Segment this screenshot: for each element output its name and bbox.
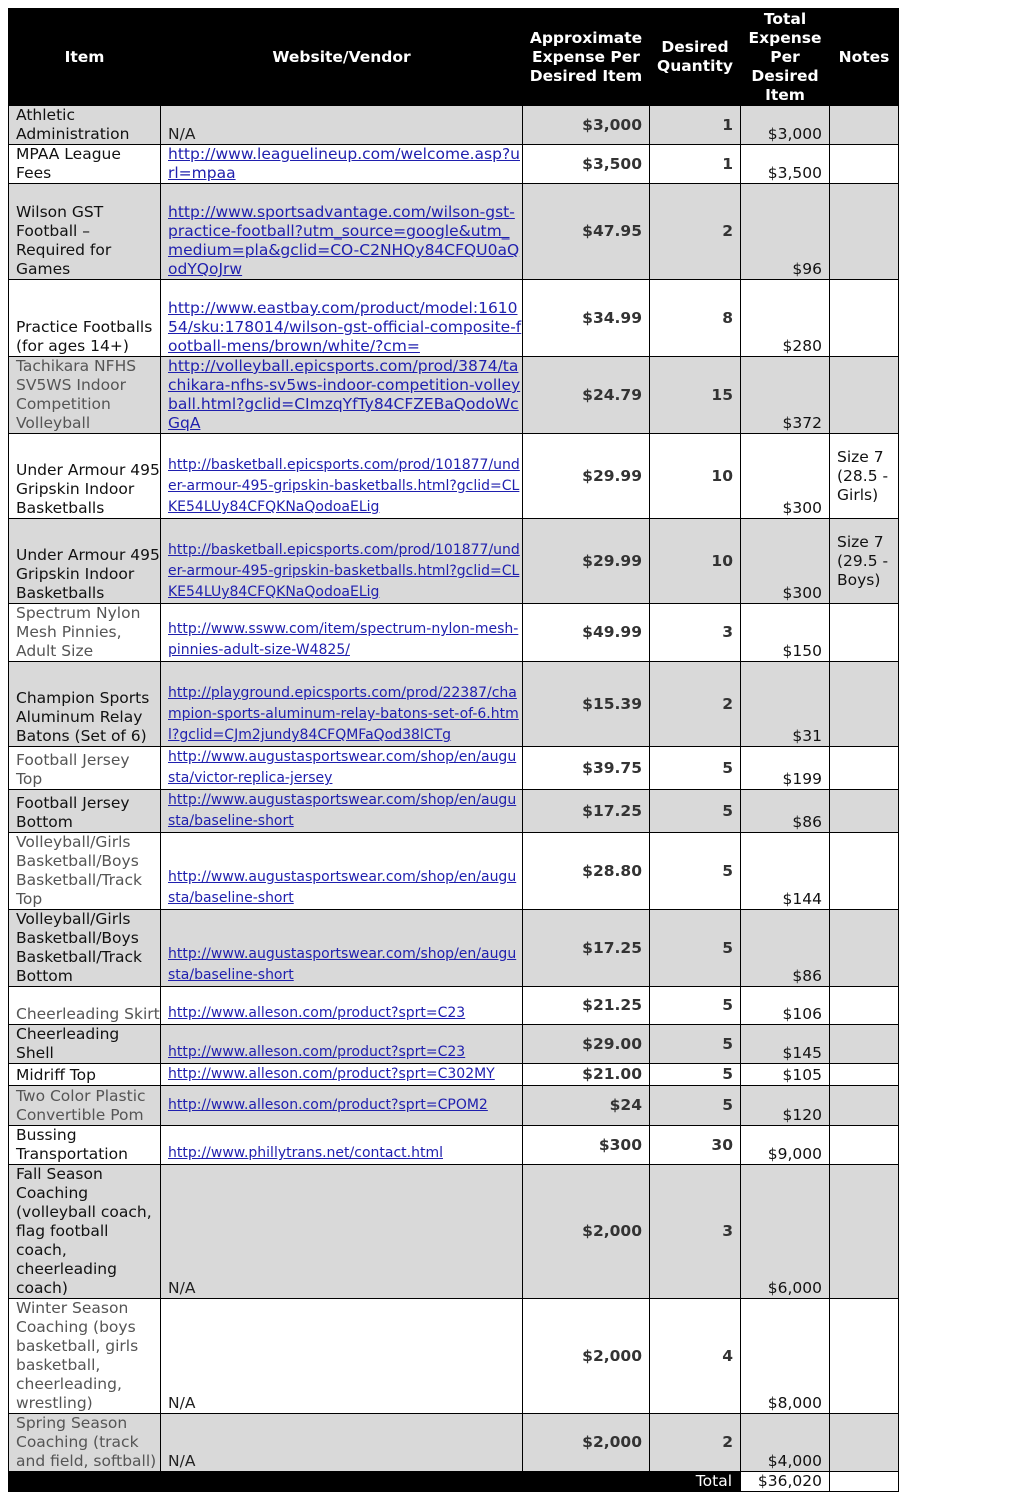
table-row (9, 790, 899, 833)
total-cell: $9,000 (741, 1126, 830, 1165)
table-row (9, 280, 899, 357)
total-cell: $105 (741, 1064, 830, 1086)
header-quantity: Desired Quantity (650, 9, 741, 106)
quantity-cell: 5 (650, 1086, 741, 1126)
total-cell: $144 (741, 833, 830, 910)
vendor-link[interactable]: http://www.alleson.com/product?sprt=C23 (168, 1005, 466, 1021)
item-cell: Wilson GST Football – Required for Games (9, 184, 161, 280)
vendor-link[interactable]: http://playground.epicsports.com/prod/22387/champion-sports-aluminum-relay-batons-set-of-6.html?gclid=CJm2jundy84CFQMFaQod38lCTg (168, 685, 519, 743)
vendor-link[interactable]: http://www.augustasportswear.com/shop/en/augusta/baseline-short (168, 792, 517, 829)
vendor-link[interactable]: http://www.leaguelineup.com/welcome.asp?url=mpaa (168, 145, 520, 182)
vendor-link[interactable]: http://www.augustasportswear.com/shop/en/augusta/baseline-short (168, 869, 517, 906)
price-cell: $15.39 (523, 662, 650, 747)
notes-cell (830, 1299, 899, 1414)
item-cell: Cheerleading Skirt (9, 987, 161, 1025)
price-cell: $300 (523, 1126, 650, 1165)
item-cell: Football Jersey Top (9, 747, 161, 790)
vendor-cell (161, 1299, 523, 1414)
price-cell: $49.99 (523, 604, 650, 662)
vendor-cell (161, 434, 523, 519)
table-row (9, 1064, 899, 1086)
vendor-cell (161, 1165, 523, 1299)
quantity-cell: 5 (650, 910, 741, 987)
price-cell: $2,000 (523, 1414, 650, 1472)
vendor-link[interactable]: http://www.alleson.com/product?sprt=CPOM2 (168, 1097, 488, 1113)
header-expense: Approximate Expense Per Desired Item (523, 9, 650, 106)
vendor-cell (161, 1025, 523, 1064)
vendor-link[interactable]: http://www.alleson.com/product?sprt=C302MY (168, 1066, 495, 1082)
price-cell: $29.99 (523, 519, 650, 604)
item-cell: Athletic Administration (9, 106, 161, 145)
total-cell: $86 (741, 910, 830, 987)
quantity-cell: 5 (650, 833, 741, 910)
vendor-cell (161, 280, 523, 357)
notes-cell (830, 910, 899, 987)
table-row (9, 434, 899, 519)
table-row (9, 833, 899, 910)
vendor-cell (161, 1064, 523, 1086)
vendor-text: N/A (168, 1279, 196, 1297)
table-row (9, 910, 899, 987)
notes-cell (830, 604, 899, 662)
item-cell: Champion Sports Aluminum Relay Batons (Set of 6) (9, 662, 161, 747)
header-item: Item (9, 9, 161, 106)
price-cell: $21.25 (523, 987, 650, 1025)
vendor-cell (161, 987, 523, 1025)
price-cell: $2,000 (523, 1299, 650, 1414)
header-total: Total Expense Per Desired Item (741, 9, 830, 106)
total-cell: $106 (741, 987, 830, 1025)
total-cell: $199 (741, 747, 830, 790)
grand-total: $36,020 (741, 1472, 830, 1492)
notes-cell (830, 790, 899, 833)
price-cell: $29.99 (523, 434, 650, 519)
total-cell: $372 (741, 357, 830, 434)
price-cell: $24 (523, 1086, 650, 1126)
vendor-cell (161, 910, 523, 987)
quantity-cell: 10 (650, 434, 741, 519)
vendor-link[interactable]: http://volleyball.epicsports.com/prod/3874/tachikara-nfhs-sv5ws-indoor-competition-volleyball.html?gclid=CImzqYfTy84CFZEBaQodoWcGqA (168, 357, 521, 432)
total-cell: $8,000 (741, 1299, 830, 1414)
vendor-link[interactable]: http://www.eastbay.com/product/model:161054/sku:178014/wilson-gst-official-composite-football-mens/brown/white/?cm= (168, 299, 522, 355)
table-row (9, 1299, 899, 1414)
item-cell: Under Armour 495 Gripskin Indoor Basketballs (9, 519, 161, 604)
notes-cell (830, 1025, 899, 1064)
notes-cell (830, 145, 899, 184)
total-cell: $280 (741, 280, 830, 357)
notes-cell: Size 7 (29.5 - Boys) (830, 519, 899, 604)
table-row (9, 1086, 899, 1126)
vendor-link[interactable]: http://www.augustasportswear.com/shop/en/augusta/baseline-short (168, 946, 517, 983)
item-cell: Cheerleading Shell (9, 1025, 161, 1064)
budget-table (8, 8, 899, 1492)
notes-cell (830, 1064, 899, 1086)
total-cell: $300 (741, 434, 830, 519)
header-row (9, 9, 899, 106)
table-row (9, 519, 899, 604)
item-cell: Spectrum Nylon Mesh Pinnies, Adult Size (9, 604, 161, 662)
table-row (9, 1126, 899, 1165)
table-row (9, 604, 899, 662)
vendor-link[interactable]: http://www.augustasportswear.com/shop/en/augusta/victor-replica-jersey (168, 749, 517, 786)
price-cell: $3,500 (523, 145, 650, 184)
price-cell: $17.25 (523, 790, 650, 833)
quantity-cell: 3 (650, 604, 741, 662)
quantity-cell: 10 (650, 519, 741, 604)
table-row (9, 106, 899, 145)
total-cell: $120 (741, 1086, 830, 1126)
item-cell: Winter Season Coaching (boys basketball, girls basketball, cheerleading, wrestling) (9, 1299, 161, 1414)
total-cell: $300 (741, 519, 830, 604)
item-cell: Bussing Transportation (9, 1126, 161, 1165)
price-cell: $2,000 (523, 1165, 650, 1299)
vendor-cell (161, 833, 523, 910)
vendor-cell (161, 662, 523, 747)
notes-cell (830, 184, 899, 280)
price-cell: $28.80 (523, 833, 650, 910)
table-row (9, 357, 899, 434)
quantity-cell: 3 (650, 1165, 741, 1299)
vendor-text: N/A (168, 1394, 196, 1412)
total-label: Total (9, 1472, 741, 1492)
item-cell: MPAA League Fees (9, 145, 161, 184)
table-row (9, 987, 899, 1025)
item-cell: Tachikara NFHS SV5WS Indoor Competition Volleyball (9, 357, 161, 434)
price-cell: $29.00 (523, 1025, 650, 1064)
price-cell: $21.00 (523, 1064, 650, 1086)
item-cell: Midriff Top (9, 1064, 161, 1086)
notes-cell (830, 280, 899, 357)
total-notes-cell (830, 1472, 899, 1492)
vendor-link[interactable]: http://basketball.epicsports.com/prod/101877/under-armour-495-gripskin-basketballs.html?gclid=CLKE54LUy84CFQKNaQodoaELig (168, 542, 520, 600)
total-row (9, 1472, 899, 1492)
quantity-cell: 5 (650, 747, 741, 790)
total-cell: $4,000 (741, 1414, 830, 1472)
item-cell: Spring Season Coaching (track and field, softball) (9, 1414, 161, 1472)
table-row (9, 1165, 899, 1299)
total-cell: $3,500 (741, 145, 830, 184)
quantity-cell: 5 (650, 1064, 741, 1086)
total-cell: $96 (741, 184, 830, 280)
vendor-cell (161, 1086, 523, 1126)
table-row (9, 662, 899, 747)
notes-cell (830, 106, 899, 145)
table-row (9, 145, 899, 184)
total-cell: $6,000 (741, 1165, 830, 1299)
item-cell: Under Armour 495 Gripskin Indoor Basketballs (9, 434, 161, 519)
vendor-cell (161, 357, 523, 434)
price-cell: $17.25 (523, 910, 650, 987)
notes-cell (830, 747, 899, 790)
table-row (9, 1414, 899, 1472)
quantity-cell: 1 (650, 106, 741, 145)
quantity-cell: 4 (650, 1299, 741, 1414)
quantity-cell: 2 (650, 1414, 741, 1472)
vendor-link[interactable]: http://www.phillytrans.net/contact.html (168, 1145, 443, 1161)
total-cell: $145 (741, 1025, 830, 1064)
item-cell: Volleyball/Girls Basketball/Boys Basketball/Track Bottom (9, 910, 161, 987)
quantity-cell: 30 (650, 1126, 741, 1165)
price-cell: $47.95 (523, 184, 650, 280)
quantity-cell: 15 (650, 357, 741, 434)
item-cell: Football Jersey Bottom (9, 790, 161, 833)
price-cell: $39.75 (523, 747, 650, 790)
header-vendor: Website/Vendor (161, 9, 523, 106)
quantity-cell: 2 (650, 662, 741, 747)
notes-cell (830, 1086, 899, 1126)
vendor-cell (161, 1414, 523, 1472)
vendor-cell (161, 790, 523, 833)
total-cell: $150 (741, 604, 830, 662)
vendor-cell (161, 604, 523, 662)
vendor-cell (161, 106, 523, 145)
notes-cell (830, 1165, 899, 1299)
item-cell: Volleyball/Girls Basketball/Boys Basketball/Track Top (9, 833, 161, 910)
notes-cell (830, 987, 899, 1025)
quantity-cell: 8 (650, 280, 741, 357)
total-cell: $86 (741, 790, 830, 833)
price-cell: $34.99 (523, 280, 650, 357)
notes-cell (830, 1414, 899, 1472)
vendor-text: N/A (168, 125, 196, 143)
item-cell: Fall Season Coaching (volleyball coach, flag football coach, cheerleading coach) (9, 1165, 161, 1299)
price-cell: $24.79 (523, 357, 650, 434)
vendor-cell (161, 519, 523, 604)
vendor-cell (161, 184, 523, 280)
quantity-cell: 5 (650, 987, 741, 1025)
table-row (9, 747, 899, 790)
vendor-link[interactable]: http://basketball.epicsports.com/prod/101877/under-armour-495-gripskin-basketballs.html?gclid=CLKE54LUy84CFQKNaQodoaELig (168, 457, 520, 515)
notes-cell: Size 7 (28.5 - Girls) (830, 434, 899, 519)
item-cell: Practice Footballs (for ages 14+) (9, 280, 161, 357)
notes-cell (830, 662, 899, 747)
total-cell: $31 (741, 662, 830, 747)
notes-cell (830, 833, 899, 910)
header-notes: Notes (830, 9, 899, 106)
quantity-cell: 1 (650, 145, 741, 184)
vendor-cell (161, 747, 523, 790)
total-cell: $3,000 (741, 106, 830, 145)
vendor-cell (161, 1126, 523, 1165)
vendor-text: N/A (168, 1452, 196, 1470)
notes-cell (830, 357, 899, 434)
quantity-cell: 5 (650, 1025, 741, 1064)
quantity-cell: 5 (650, 790, 741, 833)
vendor-cell (161, 145, 523, 184)
item-cell: Two Color Plastic Convertible Pom (9, 1086, 161, 1126)
table-row (9, 1025, 899, 1064)
vendor-link[interactable]: http://www.ssww.com/item/spectrum-nylon-mesh-pinnies-adult-size-W4825/ (168, 621, 519, 658)
vendor-link[interactable]: http://www.sportsadvantage.com/wilson-gst-practice-football?utm_source=google&utm_medium=pla&gclid=CO-C2NHQy84CFQU0aQodYQoJrw (168, 203, 520, 278)
notes-cell (830, 1126, 899, 1165)
price-cell: $3,000 (523, 106, 650, 145)
vendor-link[interactable]: http://www.alleson.com/product?sprt=C23 (168, 1044, 466, 1060)
table-row (9, 184, 899, 280)
quantity-cell: 2 (650, 184, 741, 280)
